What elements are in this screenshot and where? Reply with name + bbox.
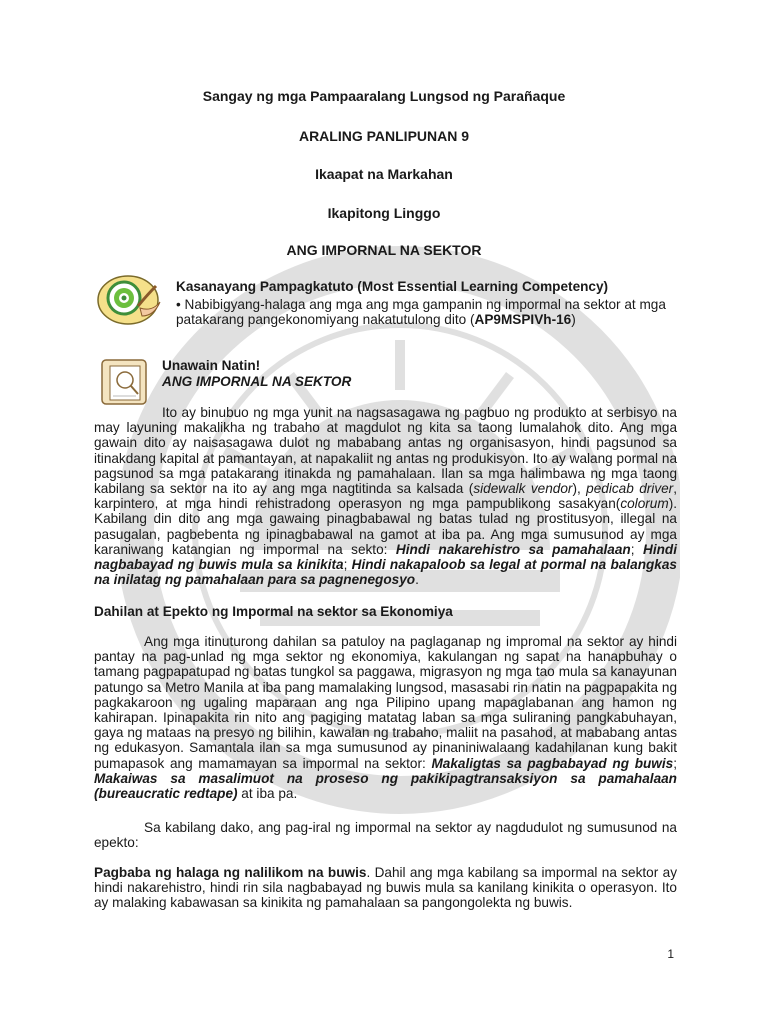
unawain-heading: Unawain Natin! — [162, 358, 261, 373]
competency-bullet-end: ) — [571, 312, 576, 328]
unawain-paragraph: Ito ay binubuo ng mga yunit na nagsasagawa ng pagbuo ng produkto at serbisyo na may layuning makalikha ng trabaho at magdulot ng kita sa taong lumalahok dito. Ang mga gawain dito ay naisasagawa dulot ng mababang antas ng organisasyon, hindi pagsunod sa itinakdang kapital at pamantayan, at napakaliit ng antas ng produkisyon. Ito ay walang pormal na pagsunod sa mga patakarang itinakda ng pamahalaan. Ilan sa mga halimbawa ng mga taong kabilang sa sektor na ito ay ang mga nagtitinda sa kalsada (sidewalk vendor), pedicab driver, karpintero, at mga hindi rehistradong operasyon ng mga pampublikong sasakyan(colorum). Kabilang din dito ang mga gawaing pinagbabawal ng batas tulad ng prostitusyon, illegal na pasugalan, pagbebenta ng ipinagbabawal na gamot at iba pa. Ang mga sumusunod ay mga karaniwang katangian ng impormal na sekto: Hindi nakarehistro sa pamahalaan; Hindi nagbabayad ng buwis mula sa kinikita; Hindi nakapaloob sa legal at pormal na balangkas na inilatag ng pamahalaan para sa pagnenegosyo. — [94, 405, 677, 588]
epekto-intro: Sa kabilang dako, ang pag-iral ng impormal na sektor ay nagdudulot ng sumusunod na epekto: — [94, 820, 677, 851]
dahilan-heading: Dahilan at Epekto ng Impormal na sektor sa Ekonomiya — [94, 604, 453, 619]
epekto-rest: . Dahil ang mga kabilang sa impormal na sektor ay hindi nakarehistro, hindi rin sila nagbabayad ng buwis mula sa kanilang kinikita o operasyon. Ito ay malaking kabawasan sa kinikita ng pamahalaan sa pangongolekta ng buwis. — [94, 865, 677, 911]
topic-title: ANG IMPORNAL NA SEKTOR — [286, 242, 482, 258]
document-icon — [98, 356, 154, 408]
epekto-paragraph — [94, 865, 677, 911]
division-title: Sangay ng mga Pampaaralang Lungsod ng Parañaque — [202, 88, 566, 104]
quarter-title: Ikaapat na Markahan — [315, 166, 453, 182]
week-title: Ikapitong Linggo — [327, 205, 441, 221]
unawain-subheading: ANG IMPORNAL NA SEKTOR — [162, 374, 352, 389]
competency-text — [176, 297, 678, 327]
competency-heading: Kasanayang Pampagkatuto (Most Essential Learning Competency) — [176, 279, 609, 294]
competency-bullet: • Nabibigyang-halaga ang mga ang mga gampanin ng impormal na sektor at mga patakarang pangekonomiyang nakatutulong dito ( — [176, 297, 666, 328]
subject-title: ARALING PANLIPUNAN 9 — [298, 128, 470, 144]
competency-code: AP9MSPIVh-16 — [474, 312, 572, 328]
epekto-bold: Pagbaba ng halaga ng nalilikom na buwis — [94, 865, 367, 880]
dahilan-paragraph: Ang mga itinuturong dahilan sa patuloy na paglaganap ng impromal na sektor ay hindi pantay na pag-unlad ng mga sektor ng ekonomiya, kakulangan ng sapat na hanapbuhay o tamang pagpapatupad ng batas tungkol sa paggawa, migrasyon ng mga tao mula sa kanayunan patungo sa Metro Manila at iba pang mamalaking lungsod, masasabi rin natin na pagpapakita ng pagkakaroon ng ugaling maparaan ang nga Pilipino upang mapaglabanan ang hamon ng kahirapan. Ipinapakita rin nito ang pagiging matatag laban sa mga suliraning pangkabuhayan, gaya ng mataas na presyo ng bilihin, kawalan ng trabaho, maliit na pasahod, at mababang antas ng edukasyon. Samantala ilan sa mga sumusunod ay pinaniniwalaang kadahilanan kung bakit pumapasok ang mamamayan sa impormal na sektor: Makaligtas sa pagbabayad ng buwis; Makaiwas sa masalimuot na proseso ng pakikipagtransaksiyon sa pamahalaan (bureaucratic redtape) at iba pa. — [94, 634, 677, 802]
page-number: 1 — [667, 947, 674, 961]
target-icon — [94, 272, 166, 328]
